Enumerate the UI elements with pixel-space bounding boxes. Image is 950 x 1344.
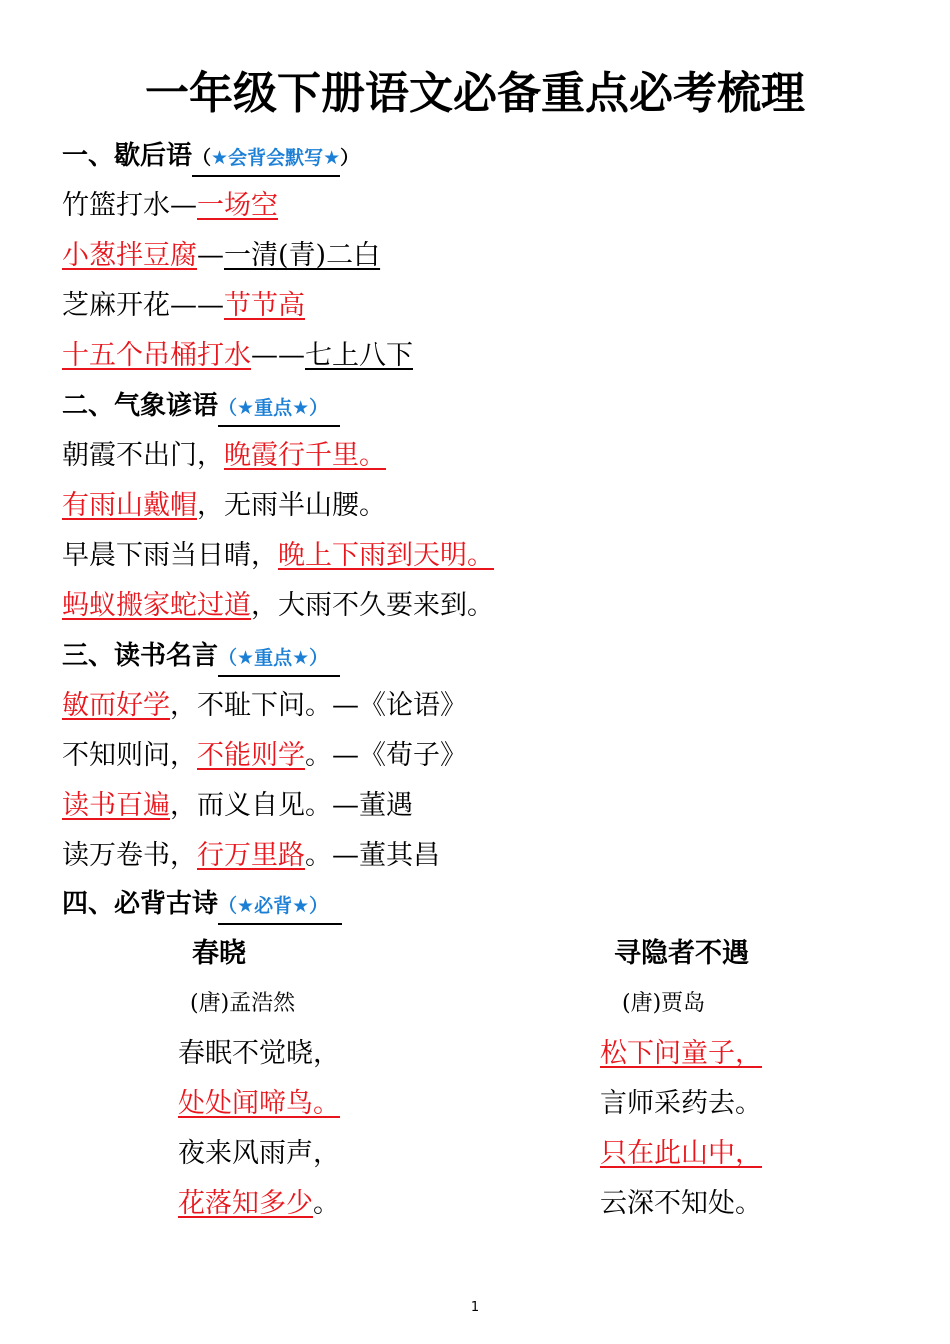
section-badge: ★会背会默写★ <box>211 147 341 169</box>
mingyan-line-3 <box>62 786 413 826</box>
section-heading-text: 一、歇后语 <box>62 141 193 171</box>
qixiang-line-4 <box>62 586 494 626</box>
poem-title: 寻隐者不遇 <box>614 938 749 969</box>
poem-line-answer: 只在此山中， <box>600 1138 762 1169</box>
mingyan-line-4 <box>62 836 440 876</box>
line-text: ，大雨不久要来到。 <box>251 590 494 621</box>
qixiang-line-3 <box>62 536 494 576</box>
xiehouyu-line-1 <box>62 186 278 226</box>
mingyan-line-2 <box>62 736 467 776</box>
line-answer: 读书百遍 <box>62 790 170 821</box>
section-heading-gushi <box>62 884 342 924</box>
section-badge: ★重点★ <box>237 397 310 419</box>
poem-author: (唐)孟浩然 <box>190 991 296 1016</box>
line-answer: 节节高 <box>224 290 305 321</box>
line-text: 。—《荀子》 <box>305 740 467 771</box>
line-text: 朝霞不出门， <box>62 440 224 471</box>
line-text: 早晨下雨当日晴， <box>62 540 278 571</box>
line-answer: 不能则学 <box>197 740 305 771</box>
poem-author: (唐)贾岛 <box>622 991 706 1016</box>
line-text: 竹篮打水— <box>62 190 197 221</box>
line-text: 读万卷书， <box>62 840 197 871</box>
poem-line: 云深不知处。 <box>600 1188 762 1219</box>
line-answer: 一场空 <box>197 190 278 221</box>
line-text: 一清(青)二白 <box>224 240 381 271</box>
line-text: 七上八下 <box>305 340 413 371</box>
line-text: 。—董其昌 <box>305 840 440 871</box>
badge-paren: ） <box>309 895 329 917</box>
badge-paren: （ <box>218 895 238 917</box>
badge-paren: ） <box>309 397 329 419</box>
poem-line-punct: 。 <box>313 1188 340 1219</box>
line-text: ，不耻下问。—《论语》 <box>170 690 467 721</box>
xiehouyu-line-2 <box>62 236 380 276</box>
poem-line: 言师采药去。 <box>600 1088 762 1119</box>
badge-paren: （ <box>192 147 212 169</box>
line-answer: 十五个吊桶打水 <box>62 340 251 371</box>
line-text: 不知则问， <box>62 740 197 771</box>
section-heading-text: 四、必背古诗 <box>62 889 219 919</box>
badge-paren: ） <box>309 647 329 669</box>
line-text: 芝麻开花—— <box>62 290 224 321</box>
section-heading-xiehouyu <box>62 136 359 176</box>
poem-line-answer: 松下问童子， <box>600 1038 762 1069</box>
line-answer: 小葱拌豆腐 <box>62 240 197 271</box>
line-text: ，而义自见。—董遇 <box>170 790 413 821</box>
poem-line-answer: 花落知多少 <box>178 1188 313 1219</box>
qixiang-line-1 <box>62 436 386 476</box>
poem-line-row <box>178 1184 340 1224</box>
line-answer: 蚂蚁搬家蛇过道 <box>62 590 251 621</box>
xiehouyu-line-4 <box>62 336 413 376</box>
section-heading-text: 三、读书名言 <box>62 641 219 671</box>
section-heading-qixiang <box>62 386 340 426</box>
badge-paren: （ <box>218 397 238 419</box>
poem-line-answer: 处处闻啼鸟。 <box>178 1088 340 1119</box>
line-answer: 敏而好学 <box>62 690 170 721</box>
qixiang-line-2 <box>62 486 386 526</box>
line-answer: 晚上下雨到天明。 <box>278 540 494 571</box>
badge-paren: ） <box>340 147 360 169</box>
poem-line: 夜来风雨声， <box>178 1138 340 1169</box>
line-answer: 有雨山戴帽 <box>62 490 197 521</box>
section-badge: ★必背★ <box>237 895 310 917</box>
section-heading-mingyan <box>62 636 340 676</box>
poem-title: 春晓 <box>192 938 246 969</box>
page-number: 1 <box>470 1300 480 1315</box>
line-answer: 晚霞行千里。 <box>224 440 386 471</box>
page-title: 一年级下册语文必备重点必考梳理 <box>145 68 805 119</box>
section-badge: ★重点★ <box>237 647 310 669</box>
poem-line: 春眠不觉晓， <box>178 1038 340 1069</box>
xiehouyu-line-3 <box>62 286 305 326</box>
line-text: — <box>197 240 224 271</box>
badge-paren: （ <box>218 647 238 669</box>
line-text: ，无雨半山腰。 <box>197 490 386 521</box>
section-heading-text: 二、气象谚语 <box>62 391 219 421</box>
mingyan-line-1 <box>62 686 467 726</box>
line-answer: 行万里路 <box>197 840 305 871</box>
line-text: —— <box>251 340 305 371</box>
